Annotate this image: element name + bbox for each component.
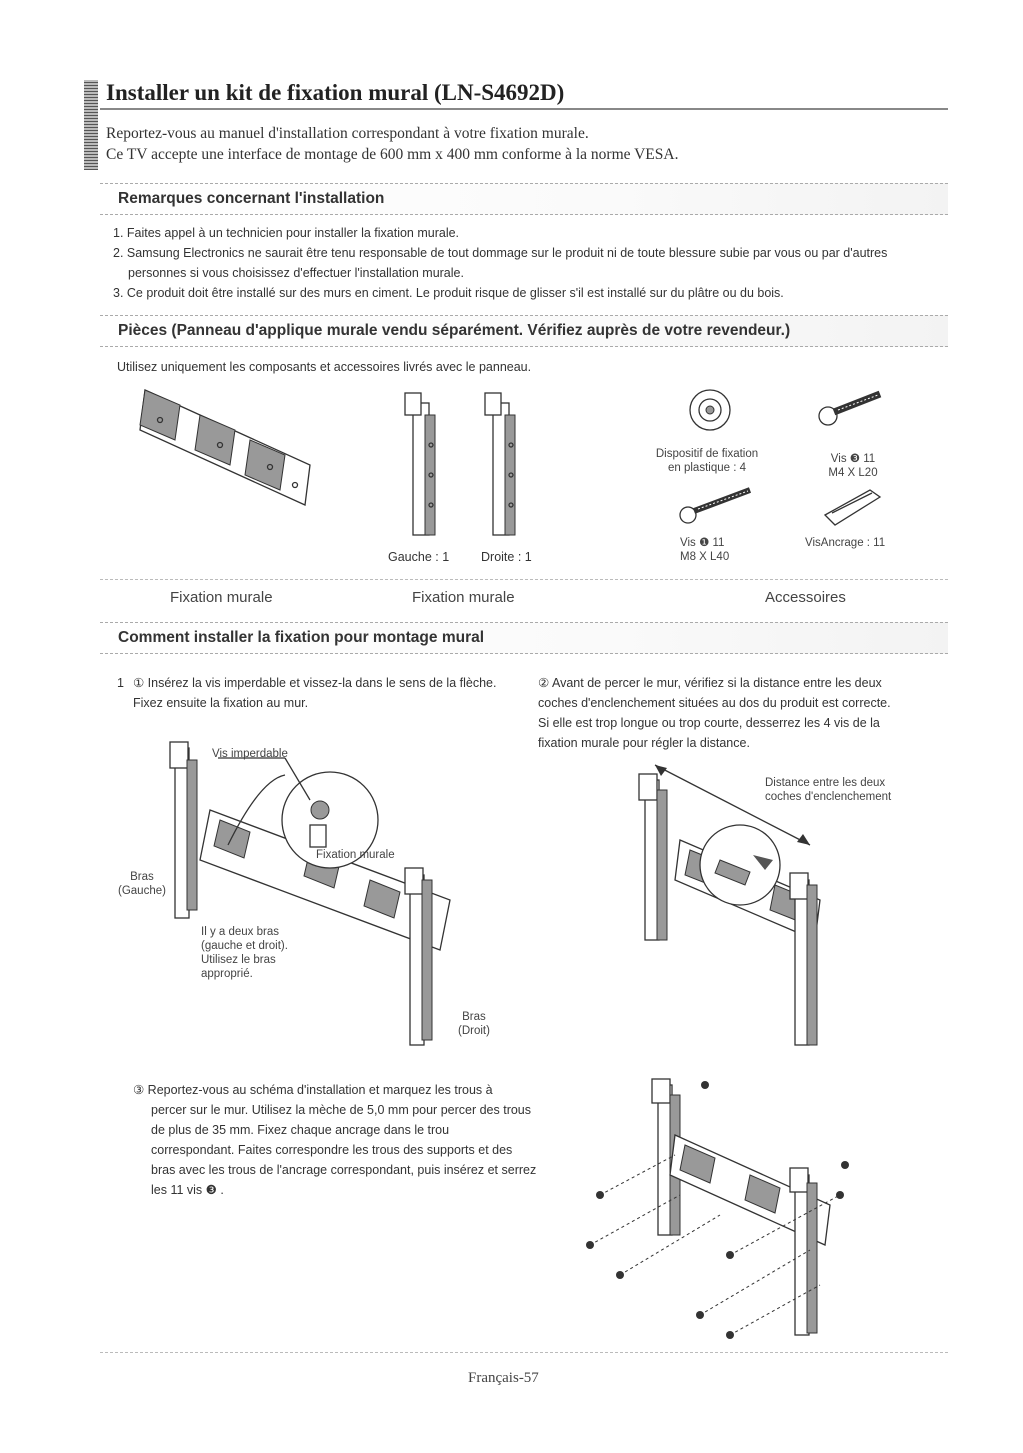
intro-line-2: Ce TV accepte une interface de montage de 600 mm x 400 mm conforme à la norme VESA. bbox=[106, 146, 679, 163]
parts-intro: Utilisez uniquement les composants et accessoires livrés avec le panneau. bbox=[117, 360, 532, 374]
label-right-arm bbox=[458, 1010, 490, 1038]
screw-m4-label bbox=[818, 452, 888, 480]
step3-text bbox=[133, 1080, 553, 1200]
right-arm-drawing bbox=[405, 868, 432, 1045]
step3-line-3: de plus de 35 mm. Fixez chaque ancrage dans le trou bbox=[151, 1123, 450, 1137]
anchor-screw-label: VisAncrage : 11 bbox=[805, 537, 886, 549]
footer-divider bbox=[100, 1352, 948, 1353]
plastic-holder-line-2: en plastique : 4 bbox=[667, 462, 746, 474]
howto-heading: Comment installer la fixation pour montage mural bbox=[118, 629, 485, 646]
arm-left-label: Gauche : 1 bbox=[388, 550, 450, 564]
step1-line-1: ① Insérez la vis imperdable et vissez-la dans le sens de la flèche. bbox=[133, 676, 497, 690]
step3-diagram bbox=[580, 1075, 870, 1345]
wall-plate-illustration bbox=[140, 385, 320, 525]
screw-m4-line-1: Vis ❸ 11 bbox=[830, 453, 876, 465]
left-arm-drawing-2 bbox=[639, 774, 667, 940]
plastic-holder-label bbox=[652, 447, 762, 475]
arm-right-label: Droite : 1 bbox=[481, 550, 532, 564]
intro-line-1: Reportez-vous au manuel d'installation correspondant à votre fixation murale. bbox=[106, 125, 589, 142]
step1-diagram bbox=[110, 740, 530, 1050]
note-item: personnes si vous choisissez d'effectuer l'installation murale. bbox=[128, 266, 464, 280]
arms-illustration bbox=[395, 385, 545, 545]
title-accent-bar bbox=[84, 80, 98, 170]
distance-line-2: coches d'enclenchement bbox=[765, 791, 892, 803]
two-arms-line-2: (gauche et droit). bbox=[201, 940, 288, 952]
step3-line-5: bras avec les trous de l'ancrage correspondant, puis insérez et serrez bbox=[151, 1163, 537, 1177]
left-arm-drawing bbox=[170, 742, 197, 918]
step1-line-2: Fixez ensuite la fixation au mur. bbox=[133, 696, 309, 710]
two-arms-line-3: Utilisez le bras bbox=[201, 954, 276, 966]
anchor-screw-icon bbox=[820, 485, 890, 530]
step2-line-1: ② Avant de percer le mur, vérifiez si la distance entre les deux bbox=[538, 676, 882, 690]
step1-text bbox=[133, 673, 528, 713]
page-title: Installer un kit de fixation mural (LN-S4692D) bbox=[106, 80, 565, 105]
screw-m8-label bbox=[680, 536, 750, 564]
two-arms-line-1: Il y a deux bras bbox=[201, 926, 279, 938]
screw-m8-icon bbox=[678, 485, 758, 525]
notes-list bbox=[113, 223, 887, 303]
page-number: Français-57 bbox=[468, 1370, 539, 1386]
caption-arms: Fixation murale bbox=[412, 589, 515, 606]
label-captive-screw: Vis imperdable bbox=[212, 748, 288, 760]
step2-line-4: fixation murale pour régler la distance. bbox=[538, 736, 750, 750]
note-item: 1. Faites appel à un technicien pour installer la fixation murale. bbox=[113, 226, 460, 240]
note-item: 2. Samsung Electronics ne saurait être tenu responsable de tout dommage sur le produit ni de toute blessure subie par vous ou par d'autres bbox=[113, 246, 888, 260]
step2-text bbox=[538, 673, 948, 753]
step3-line-6: les 11 vis ❸ . bbox=[151, 1183, 224, 1197]
label-two-arms bbox=[201, 925, 288, 981]
right-arm-line-2: (Droit) bbox=[458, 1025, 490, 1037]
right-arm bbox=[485, 393, 515, 535]
step2-line-3: Si elle est trop longue ou trop courte, desserrez les 4 vis de la bbox=[538, 716, 880, 730]
title-rule bbox=[100, 108, 948, 110]
screw-m8-line-2: M8 X L40 bbox=[680, 551, 730, 563]
plastic-holder-icon bbox=[685, 385, 735, 435]
notes-heading-bar bbox=[100, 183, 948, 215]
parts-heading-bar bbox=[100, 315, 948, 347]
step3-line-2: percer sur le mur. Utilisez la mèche de 5,0 mm pour percer des trous bbox=[151, 1103, 532, 1117]
label-left-arm bbox=[118, 870, 166, 898]
right-arm-drawing-2 bbox=[790, 873, 817, 1045]
distance-line-1: Distance entre les deux bbox=[765, 777, 886, 789]
step3-line-4: correspondant. Faites correspondre les trous des supports et des bbox=[151, 1143, 513, 1157]
screw-m4-line-2: M4 X L20 bbox=[828, 467, 878, 479]
two-arms-line-4: approprié. bbox=[201, 968, 253, 980]
step2-line-2: coches d'enclenchement situées au dos du produit est correcte. bbox=[538, 696, 891, 710]
left-arm bbox=[405, 393, 435, 535]
notes-heading: Remarques concernant l'installation bbox=[118, 190, 385, 207]
right-arm-line-1: Bras bbox=[462, 1011, 486, 1023]
parts-heading: Pièces (Panneau d'applique murale vendu séparément. Vérifiez auprès de votre revendeur.) bbox=[118, 322, 791, 339]
left-arm-line-2: (Gauche) bbox=[118, 885, 166, 897]
step1-number: 1 bbox=[117, 676, 124, 690]
left-arm-line-1: Bras bbox=[130, 871, 154, 883]
note-item: 3. Ce produit doit être installé sur des murs en ciment. Le produit risque de glisser s'il est installé sur du plâtre ou du bois. bbox=[113, 286, 784, 300]
plastic-holder-line-1: Dispositif de fixation bbox=[655, 448, 759, 460]
howto-heading-bar bbox=[100, 622, 948, 654]
caption-wall-plate: Fixation murale bbox=[170, 589, 273, 606]
intro-text bbox=[106, 123, 678, 165]
caption-accessories: Accessoires bbox=[765, 589, 846, 606]
label-wall-plate: Fixation murale bbox=[316, 849, 395, 861]
step3-line-1: ③ Reportez-vous au schéma d'installation et marquez les trous à bbox=[133, 1083, 493, 1097]
label-distance bbox=[765, 776, 891, 804]
screw-m8-line-1: Vis ❶ 11 bbox=[680, 537, 725, 549]
parts-divider bbox=[100, 579, 948, 580]
screw-m4-icon bbox=[818, 388, 888, 428]
